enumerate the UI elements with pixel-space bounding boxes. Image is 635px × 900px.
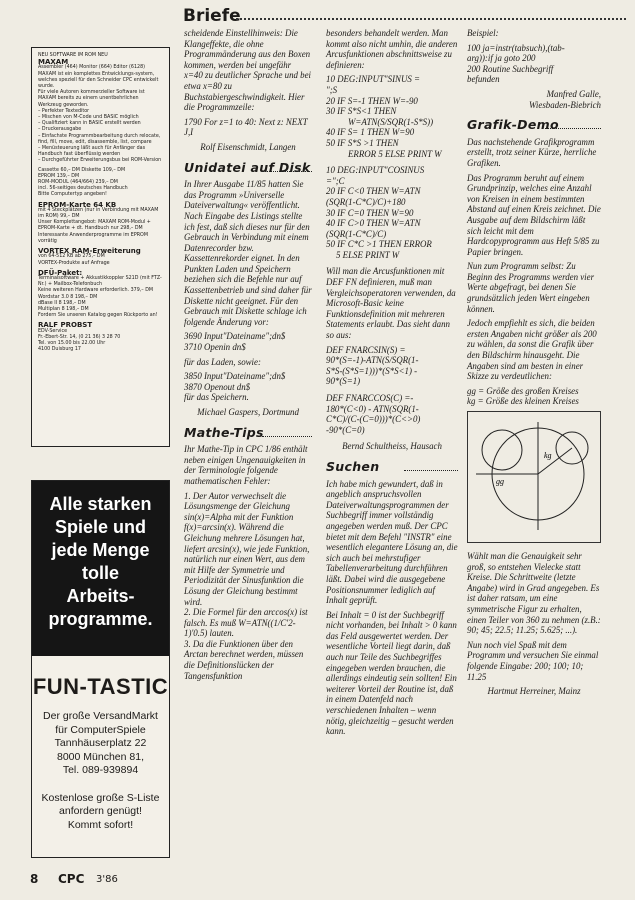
address-line: 8000 München 81,	[57, 750, 144, 763]
code-line: 3850 Input"Dateiname";dn$	[184, 371, 286, 382]
code-line: DEF FNARCSIN(S) =	[326, 344, 406, 355]
ad-line: – Menüsteuerung läßt auch für Anfänger das Handbuch fast überflüssig werden	[38, 146, 146, 158]
code-line: 3870 Openout dn$	[184, 381, 251, 392]
code-block-instr	[467, 43, 601, 85]
author-signature: Manfred Galle,	[546, 88, 601, 99]
ad-funtastic-cta	[32, 792, 169, 833]
figure-label-kg: kg	[544, 451, 552, 460]
paragraph: für das Speichern.	[184, 392, 249, 403]
code-line: 20 IF C<0 THEN W=ATN	[326, 186, 421, 197]
ad-funtastic-slogan	[32, 481, 169, 656]
article-column-3	[467, 28, 601, 701]
paragraph: scheidende Einstellhinweis: Die Klangeffekte, die ohne Programmänderung aus den Boxen kommen, werden bei ungefähr x=40 zu deutlicher Sprache und bei etwa x=80 zu Buchstabiergeschwindigkeit. Hier die Programmzeile:	[184, 28, 312, 113]
slogan-line: tolle	[81, 563, 119, 583]
address-line: Der große VersandMarkt	[43, 710, 158, 722]
ad-line: NEU SOFTWARE IM ROM NEU	[38, 53, 108, 58]
cta-line: Kostenlose große S-Liste	[41, 791, 160, 804]
ad-line: Cassette 60,– DM Diskette 109,– DM	[38, 167, 126, 173]
code-line: befunden	[467, 74, 500, 85]
ad-funtastic-brand: FUN-TASTIC	[32, 674, 169, 699]
ad-line: ROM-MODUL (464/664) 239,– DM	[38, 180, 118, 186]
slogan-line: Spiele und	[54, 517, 146, 537]
code-line: 3710 Openin dn$	[184, 342, 246, 353]
section-heading-mathe: Mathe-Tips	[184, 428, 312, 439]
paragraph: für das Laden, sowie:	[184, 356, 261, 367]
list-item: 1. Der Autor verwechselt die Lösungsmenge der Gleichung sin(x)=Alpha mit der Funktion f(x)=arcsin(x). Während die Gleichung mehrere Lösungen hat, liefert arcsin(x), wie jede Funktion, natürlich nur einen Wert, aus dem mit Hilfe der Symmetrie und Periodizität der Sinusfunktion die Lösung der Gleichung bestimmt wird.	[184, 490, 310, 607]
ad-line: mit 4 Steckplätzen (nur in Verbindung mit MAXAM im ROM) 99,– DM	[38, 207, 159, 220]
ad-funtastic	[31, 480, 170, 858]
section-heading-suchen: Suchen	[326, 462, 458, 473]
paragraph: Das nachstehende Grafikprogramm erstellt, trotz seiner Kürze, herrliche Grafiken.	[467, 136, 597, 168]
header-rule	[236, 18, 626, 20]
code-line: 30 IF C=0 THEN W=90	[326, 207, 414, 218]
ad-line: EPROM 139,– DM	[38, 173, 80, 179]
ad-line: EPROM-Karte 64 KB	[38, 200, 117, 209]
author-signature: Bernd Schultheiss, Hausach	[342, 441, 442, 452]
code-line: arg)):if ja goto 200	[467, 53, 536, 64]
paragraph: Das Programm beruht auf einem Grundprinzip, welches eine Anzahl von Kreisen in einem bestimmten Abstand auf einen Kreis zeichnet. Die Ausgabe auf dem Bildschirm läßt sich leicht mit dem Hardcopyprogramm aus Heft 5/85 zu Papier bringen.	[467, 172, 601, 257]
ad-funtastic-address	[32, 710, 169, 778]
cta-line: anfordern genügt!	[59, 805, 142, 817]
slogan-line: Alle starken	[49, 494, 152, 514]
code-line: 3690 Input"Dateiname";dn$	[184, 331, 286, 342]
address-line: für ComputerSpiele	[55, 723, 146, 736]
ad-line: dBase II 8 198,– DM	[38, 300, 86, 306]
ad-line: VORTEX-Produkte auf Anfrage	[38, 260, 110, 266]
code-line: 40 IF C>0 THEN W=ATN	[326, 218, 421, 229]
cta-line: Kommt sofort!	[67, 818, 134, 831]
paragraph: Will man die Arcusfunktionen mit DEF FN definieren, muß man Vergleichsoperatoren verwenden, da Microsoft-Basic keine Funktionsdefinition mit mehreren Statements erlaubt. Das sieht dann so aus:	[326, 266, 456, 341]
paragraph: Ich habe mich gewundert, daß in angeblich anspruchsvollen Dateiverwaltungsprogrammen der Suchbegriff immer vollständig angegeben werden muß. Der CPC bietet mit dem Befehl "INSTR" eine wesentlich elegantere Lösung an, die sich auch bei mehrstufiger Tabellenverarbeitung durchführen läßt. Dabei wird die ausgegebene Positionsnummer lediglich auf Inhalt geprüft.	[326, 478, 458, 606]
ad-probst-text	[32, 48, 169, 358]
paragraph: besonders behandelt werden. Man kommt also nicht umhin, die anderen Arcusfunktionen abschnittsweise zu definieren:	[326, 28, 458, 70]
paragraph: Nun noch viel Spaß mit dem Programm und versuchen Sie einmal folgende Eingabe: 200; 100; 10; 11.25	[467, 639, 599, 682]
code-line: (SQR(1-C*C)/C)+180	[326, 196, 406, 207]
code-block-arccos	[326, 393, 458, 435]
ad-line: Wordstar 3.0 8 198,– DM	[38, 294, 98, 300]
ad-line: Bitte Computertyp angeben!	[38, 192, 107, 198]
slogan-line: programme.	[48, 609, 153, 629]
code-line: 90*(S=-1)-ATN(S/SQR(1-	[326, 355, 419, 366]
code-line: W=ATN(S/SQR(1-S*S))	[348, 116, 434, 127]
article-column-2	[326, 28, 458, 741]
ad-line: von 64-512 KB ab 275,– DM	[38, 254, 105, 260]
code-line: C*C)/(C-(C=0)))*(C<>0)	[326, 414, 421, 425]
circle-sketch-figure	[467, 411, 601, 543]
code-block-sinus	[326, 74, 458, 159]
ad-line: – Qualifiziert kann in BASIC erstellt werden	[38, 121, 141, 127]
list-item: 3. Da die Funktionen über den Arctan berechnet werden, müssen die Definitionslücken der Tangensfunktion	[184, 638, 304, 681]
author-signature: Wiesbaden-Biebrich	[529, 99, 601, 110]
paragraph: Wählt man die Genauigkeit sehr groß, so entstehen Vielecke statt Kreise. Die Schrittweite (letzte Angabe) wird in Grad angegeben. Es ist daher ratsam, um eine symmetrische Figur zu erhalten, einen Teiler von 360 zu nehmen (z.B.: 90; 45; 22.5; 11.25; 5.625; ...).	[467, 551, 601, 636]
ad-line: Unser Komplettangebot: MAXAM ROM-Modul + EPROM-Karte + dt. Handbuch nur 298,– DM	[38, 220, 151, 232]
address-line: Tannhäuserplatz 22	[54, 737, 147, 749]
code-line: 5 ELSE PRINT W	[336, 249, 400, 260]
ad-ralf-probst	[31, 47, 170, 447]
legend-gg: gg = Größe des großen Kreises	[467, 385, 579, 396]
paragraph: Bei Inhalt = 0 ist der Suchbegriff nicht vorhanden, bei Inhalt > 0 kann das Feld ausgewertet werden. Der wesentliche Vorteil liegt darin, daß auch nur Teile des Suchbegriffes eingegeben werden brauchen, die allerdings eindeutig sein sollten! Ein weiterer Vorteil der Routine ist, daß in einem Datenfeld nach verschiedenen Inhalten – wenn nötig, gleichzeitig – gesucht werden kann.	[326, 609, 457, 737]
code-line: 10 DEG:INPUT"COSINUS	[326, 165, 425, 176]
address-line: Tel. 089-939894	[62, 764, 139, 776]
code-line: 200 Routine Suchbegriff	[467, 63, 554, 74]
code-line: 30 IF S*S<1 THEN	[326, 106, 397, 117]
paragraph: Jedoch empfiehlt es sich, die beiden ersten Angaben nicht größer als 200 zu wählen, da sonst die Grafik über den Bildschirm hinausgeht. Die Angaben sind am besten in einer Skizze zu verdeutlichen:	[467, 318, 597, 382]
code-line: 100 ja=instr(tabsuch),(tab-	[467, 42, 565, 53]
author-signature: Hartmut Herreiner, Mainz	[487, 686, 581, 697]
ad-line: incl. 56-seitiges deutsches Handbuch	[38, 186, 128, 192]
code-line: 180*(C<0) - ATN(SQR(1-	[326, 403, 419, 414]
ad-line: Terminalsoftware + Akkustikkoppler S21D (mit FTZ-Nr.) + Mailbox-Telefonbuch	[38, 275, 162, 288]
author-signature: Rolf Eisenschmidt, Langen	[200, 141, 296, 152]
ad-line: 4100 Duisburg 17	[38, 347, 81, 353]
code-block-cosinus	[326, 165, 458, 260]
code-line: 50 IF C*C >1 THEN ERROR	[326, 239, 432, 250]
paragraph: Beispiel:	[467, 28, 499, 38]
code-line: DEF FNARCCOS(C) =-	[326, 393, 414, 403]
circle-sketch-svg	[468, 412, 600, 540]
ad-line: DFÜ-Paket:	[38, 268, 83, 277]
ad-line: Fr.-Ebert-Str. 14, (0 21 36) 3 28 70	[38, 334, 121, 340]
code-line: (SQR(1-C*C)/C)	[326, 228, 387, 239]
ad-line: – Durchgeführter Erweiterungsbus bei ROM-Version	[38, 158, 162, 164]
ad-line: – Druckerausgabe	[38, 127, 82, 133]
ad-line: MAXAM ist ein komplettes Entwicklungs-system, welches speziell für den Schneider CPC entwickelt wurde.	[38, 71, 159, 90]
code-line: 10 DEG:INPUT"SINUS =	[326, 74, 421, 85]
code-line: 1790 For z=1 to 40: Next z: NEXT J,I	[184, 116, 308, 138]
ad-line: Assembler (464) Monitor (664) Editor (6128)	[38, 65, 146, 71]
ad-line: Für viele Autoren kommerzieller Software ist MAXAM bereits zu einem unentbehrlichen Werkzeug geworden.	[38, 90, 145, 108]
ad-line: – Einfachste Programmbearbeitung durch relocate, find, fill, move, edit, disassemble, list, compare	[38, 133, 161, 145]
ad-line: EDV-Service	[38, 328, 68, 334]
ad-line: VORTEX RAM-Erweiterung	[38, 247, 141, 256]
legend-kg: kg = Größe des kleinen Kreises	[467, 396, 579, 407]
code-line: S*S-(S*S=1)))*(S*S<1) -	[326, 365, 418, 376]
ad-line: Multiplan 8 198,– DM	[38, 306, 89, 312]
author-signature: Michael Gaspers, Dortmund	[197, 407, 299, 417]
ad-line: – Perfekter Texteditor	[38, 108, 90, 114]
ad-line: Keine weiteren Hardware erforderlich. 379,– DM	[38, 288, 154, 294]
article-column-1	[184, 28, 312, 681]
code-line: 20 IF S=-1 THEN W=-90	[326, 95, 418, 106]
page-header-title: Briefe	[183, 6, 241, 26]
paragraph: Ihr Mathe-Tip in CPC 1/86 enthält neben einigen Ungenauigkeiten in der Terminologie folgende mathematischen Fehler:	[184, 444, 308, 486]
code-line: 90*(S=1)	[326, 376, 361, 387]
figure-label-gg: gg	[496, 477, 504, 486]
code-line: ";S	[326, 84, 338, 95]
code-block-arcsin	[326, 345, 458, 387]
ad-line: Tel. von 15.00 bis 22.00 Uhr	[38, 340, 106, 346]
slogan-line: jede Menge	[51, 540, 150, 560]
page-number: 8	[30, 872, 39, 886]
magazine-name: CPC	[58, 872, 85, 886]
code-line: 50 IF S*S >1 THEN	[326, 137, 399, 148]
ad-line: – Mischen von M-Code und BASIC möglich	[38, 115, 139, 121]
section-heading-unidatei: Unidatei auf Disk	[184, 159, 311, 175]
code-line: ERROR 5 ELSE PRINT W	[348, 148, 442, 159]
ad-line: MAXAM	[38, 58, 69, 67]
list-item: 2. Die Formel für den arccos(x) ist falsch. Es muß W=ATN((1/C'2-1)'0.5) lauten.	[184, 607, 308, 639]
code-line: 40 IF S= 1 THEN W=90	[326, 127, 415, 138]
code-line: -90*(C=0)	[326, 424, 365, 435]
slogan-line: Arbeits-	[66, 586, 135, 606]
ad-line: Fordern Sie unseren Katalog gegen Rückporto an!	[38, 313, 158, 319]
issue-number: 3'86	[96, 874, 118, 885]
code-line: =";C	[326, 175, 345, 186]
paragraph: In Ihrer Ausgabe 11/85 hatten Sie das Programm »Universelle Dateiverwaltung« veröffentlicht. Nach Eingabe des Listings stellte ich fest, daß sich dieses nur für den Gebrauch in Verbindung mit einem Datenrecorder bzw. Kassettenrekorder eignet. In den Punkten Laden und Speichern beziehen sich die Befehle nur auf Kassettenbetrieb und sind daher für Diskette nicht geeignet. Für den Gebrauch mit Diskette schlage ich folgende Änderung vor:	[184, 179, 312, 327]
ad-line: RALF PROBST	[38, 321, 93, 330]
section-heading-grafik: Grafik-Demo	[467, 120, 601, 131]
paragraph: Nun zum Programm selbst: Zu Beginn des Programms werden vier Werte abgefragt, bei denen Sie grundsätzlich jeden Wert eingeben können.	[467, 261, 595, 314]
ad-line: Interessante Anwenderprogramme im EPROM vorrätig	[38, 232, 148, 244]
